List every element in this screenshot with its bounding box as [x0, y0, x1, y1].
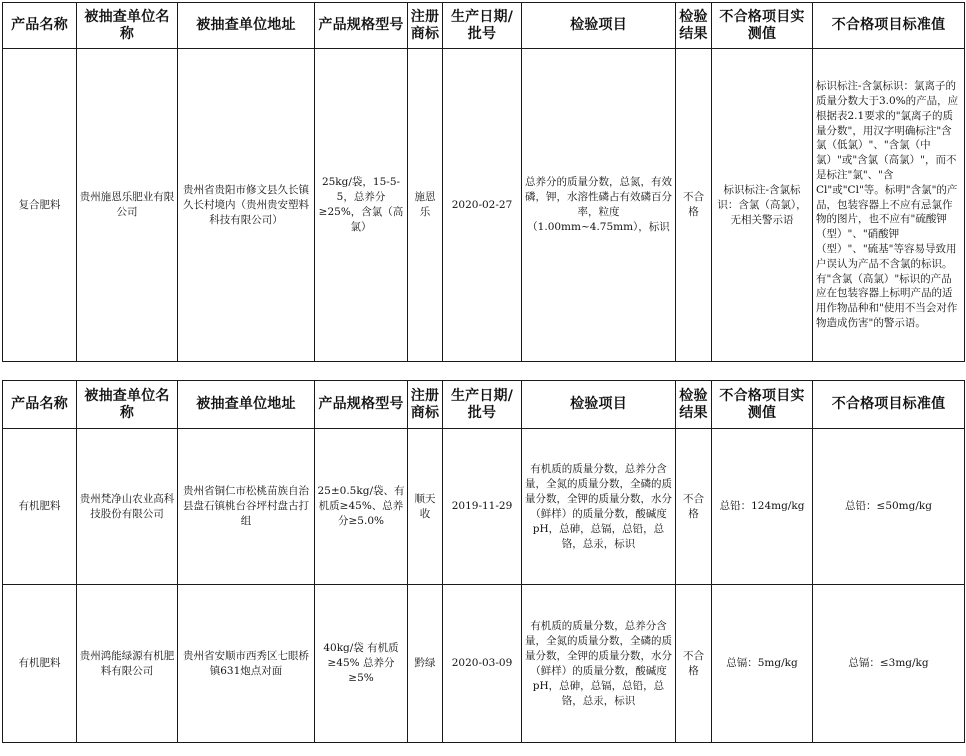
header-brand: 注册商标 [408, 381, 443, 429]
cell-measured: 总铅：124mg/kg [712, 429, 813, 585]
cell-date: 2019-11-29 [443, 429, 522, 585]
cell-standard: 标识标注-含氯标识：氯离子的质量分数大于3.0%的产品，应根据表2.1要求的"氯离子的质量分数"，用汉字明确标注"含氯（低氯）"、"含氯（中氯）"或"含氯（高氯）"，而不是标注"氯"、"含Cl"或"Cl"等。标明"含氯"的产品，包装容器上不应有忌氯作物的图片，也不应有"硫酸钾（型）"、"硝酸钾（型）"、"硫基"等容易导致用户误认为产品不含氯的标识。有"含氯（高氯）"标识的产品应在包装容器上标明产品的适用作物品种和"使用不当会对作物造成伤害"的警示语。 [813, 49, 965, 362]
table-row [3, 49, 965, 362]
inspection-table-1 [2, 2, 965, 362]
header-measured: 不合格项目实测值 [712, 381, 813, 429]
header-date: 生产日期/批号 [443, 3, 522, 49]
header-spec: 产品规格型号 [315, 381, 408, 429]
header-product-name: 产品名称 [3, 3, 77, 49]
cell-result: 不合格 [676, 429, 712, 585]
cell-spec: 25±0.5kg/袋、有机质≥45%、总养分≥5.0% [315, 429, 408, 585]
header-standard: 不合格项目标准值 [813, 3, 965, 49]
header-company-address: 被抽查单位地址 [178, 381, 315, 429]
header-company-name: 被抽查单位名称 [77, 381, 178, 429]
cell-company: 贵州梵净山农业高科技股份有限公司 [77, 429, 178, 585]
table-header-row [3, 381, 965, 429]
header-company-name: 被抽查单位名称 [77, 3, 178, 49]
cell-company: 贵州鸿能绿源有机肥料有限公司 [77, 585, 178, 743]
cell-product: 有机肥料 [3, 585, 77, 743]
header-product-name: 产品名称 [3, 381, 77, 429]
cell-items: 有机质的质量分数，总养分含量，全氮的质量分数，全磷的质量分数，全钾的质量分数，水分（鲜样）的质量分数，酸碱度pH，总砷，总镉，总铅，总铬，总汞，标识 [522, 585, 676, 743]
header-spec: 产品规格型号 [315, 3, 408, 49]
header-result: 检验结果 [676, 381, 712, 429]
cell-product: 复合肥料 [3, 49, 77, 362]
header-date: 生产日期/批号 [443, 381, 522, 429]
table-row [3, 585, 965, 743]
header-company-address: 被抽查单位地址 [178, 3, 315, 49]
cell-standard: 总铅：≤50mg/kg [813, 429, 965, 585]
cell-items: 有机质的质量分数，总养分含量，全氮的质量分数，全磷的质量分数，全钾的质量分数，水分（鲜样）的质量分数，酸碱度pH，总砷，总镉，总铅，总铬，总汞，标识 [522, 429, 676, 585]
header-result: 检验结果 [676, 3, 712, 49]
cell-result: 不合格 [676, 585, 712, 743]
cell-measured: 总镉：5mg/kg [712, 585, 813, 743]
cell-address: 贵州省贵阳市修文县久长镇久长村境内（贵州贵安塑料科技有限公司） [178, 49, 315, 362]
cell-standard: 总镉：≤3mg/kg [813, 585, 965, 743]
cell-measured: 标识标注-含氯标识：含氯（高氯），无相关警示语 [712, 49, 813, 362]
cell-spec: 25kg/袋，15-5-5，总养分≥25%，含氯（高氯） [315, 49, 408, 362]
table-row [3, 429, 965, 585]
cell-result: 不合格 [676, 49, 712, 362]
cell-company: 贵州施恩乐肥业有限公司 [77, 49, 178, 362]
cell-date: 2020-02-27 [443, 49, 522, 362]
cell-items: 总养分的质量分数，总氮，有效磷，钾，水溶性磷占有效磷百分率，粒度（1.00mm~4.75mm），标识 [522, 49, 676, 362]
header-standard: 不合格项目标准值 [813, 381, 965, 429]
cell-brand: 黔绿 [408, 585, 443, 743]
cell-brand: 顺天收 [408, 429, 443, 585]
header-brand: 注册商标 [408, 3, 443, 49]
cell-product: 有机肥料 [3, 429, 77, 585]
table-header-row [3, 3, 965, 49]
cell-brand: 施恩乐 [408, 49, 443, 362]
header-items: 检验项目 [522, 3, 676, 49]
cell-spec: 40kg/袋 有机质≥45% 总养分≥5% [315, 585, 408, 743]
cell-date: 2020-03-09 [443, 585, 522, 743]
inspection-table-2 [2, 380, 965, 743]
cell-address: 贵州省铜仁市松桃苗族自治县盘石镇桃台谷坪村盘古打组 [178, 429, 315, 585]
header-measured: 不合格项目实测值 [712, 3, 813, 49]
cell-address: 贵州省安顺市西秀区七眼桥镇631炮点对面 [178, 585, 315, 743]
header-items: 检验项目 [522, 381, 676, 429]
